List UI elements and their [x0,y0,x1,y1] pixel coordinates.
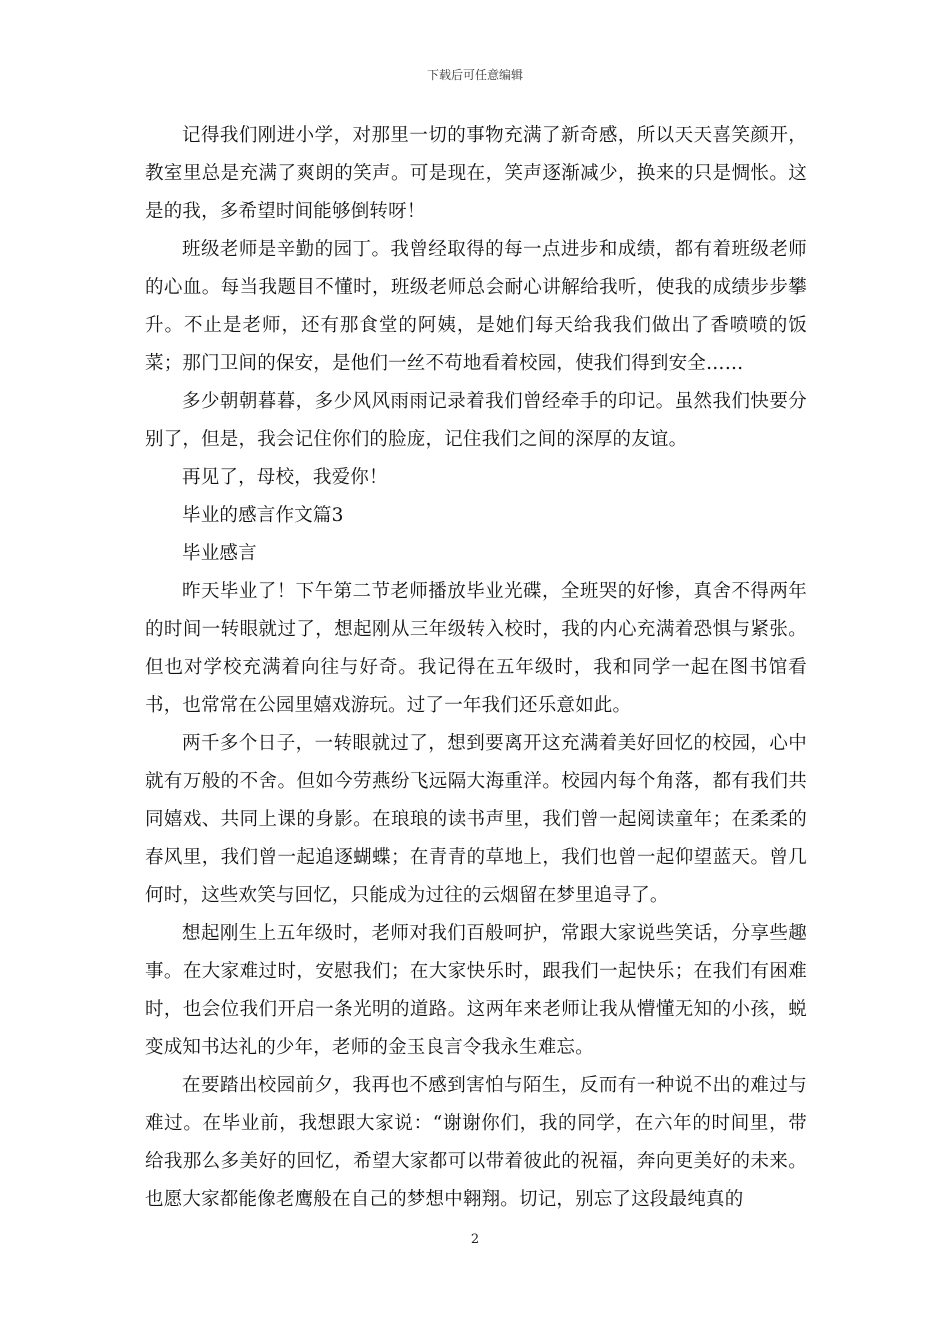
paragraph-4: 再见了，母校，我爱你！ [182,467,388,488]
document-body [145,117,807,1219]
page-header: 下载后可任意编辑 [426,68,523,82]
paragraph-8: 在要踏出校园前夕，我再也不感到害怕与陌生，反而有一种说不出的难过与难过。在毕业前，我想跟大家说：“谢谢你们，我的同学，在六年的时间里，带给我那么多美好的回忆，希望大家都可以带着彼此的祝福，奔向更美好的未来。也愿大家都能像老鹰般在自己的梦想中翱翔。切记，别忘了这段最纯真的 [145,1075,807,1210]
paragraph-6: 两千多个日子，一转眼就过了，想到要离开这充满着美好回忆的校园，心中就有万般的不舍。但如今劳燕纷飞远隔大海重洋。校园内每个角落，都有我们共同嬉戏、共同上课的身影。在琅琅的读书声里，我们曾一起阅读童年；在柔柔的春风里，我们曾一起追逐蝴蝶；在青青的草地上，我们也曾一起仰望蓝天。曾几何时，这些欢笑与回忆，只能成为过往的云烟留在梦里追寻了。 [145,733,807,906]
paragraph-1: 记得我们刚进小学，对那里一切的事物充满了新奇感，所以天天喜笑颜开，教室里总是充满了爽朗的笑声。可是现在，笑声逐渐减少，换来的只是惆怅。这是的我，多希望时间能够倒转呀！ [145,125,807,222]
section-title: 毕业的感言作文篇3 [182,505,344,526]
paragraph-2: 班级老师是辛勤的园丁。我曾经取得的每一点进步和成绩，都有着班级老师的心血。每当我题目不懂时，班级老师总会耐心讲解给我听，使我的成绩步步攀升。不止是老师，还有那食堂的阿姨，是她们每天给我我们做出了香喷喷的饭菜；那门卫间的保安，是他们一丝不苟地看着校园，使我们得到安全…… [145,239,807,374]
page-number: 2 [470,1232,480,1247]
essay-title: 毕业感言 [182,543,257,564]
paragraph-7: 想起刚生上五年级时，老师对我们百般呵护，常跟大家说些笑话，分享些趣事。在大家难过时，安慰我们；在大家快乐时，跟我们一起快乐；在我们有困难时，也会位我们开启一条光明的道路。这两年来老师让我从懵懂无知的小孩，蜕变成知书达礼的少年，老师的金玉良言令我永生难忘。 [145,923,807,1058]
paragraph-3: 多少朝朝暮暮，多少风风雨雨记录着我们曾经牵手的印记。虽然我们快要分别了，但是，我会记住你们的脸庞，记住我们之间的深厚的友谊。 [145,391,807,450]
paragraph-5: 昨天毕业了！下午第二节老师播放毕业光碟，全班哭的好惨，真舍不得两年的时间一转眼就过了，想起刚从三年级转入校时，我的内心充满着恐惧与紧张。但也对学校充满着向往与好奇。我记得在五年级时，我和同学一起在图书馆看书，也常常在公园里嬉戏游玩。过了一年我们还乐意如此。 [145,581,807,716]
